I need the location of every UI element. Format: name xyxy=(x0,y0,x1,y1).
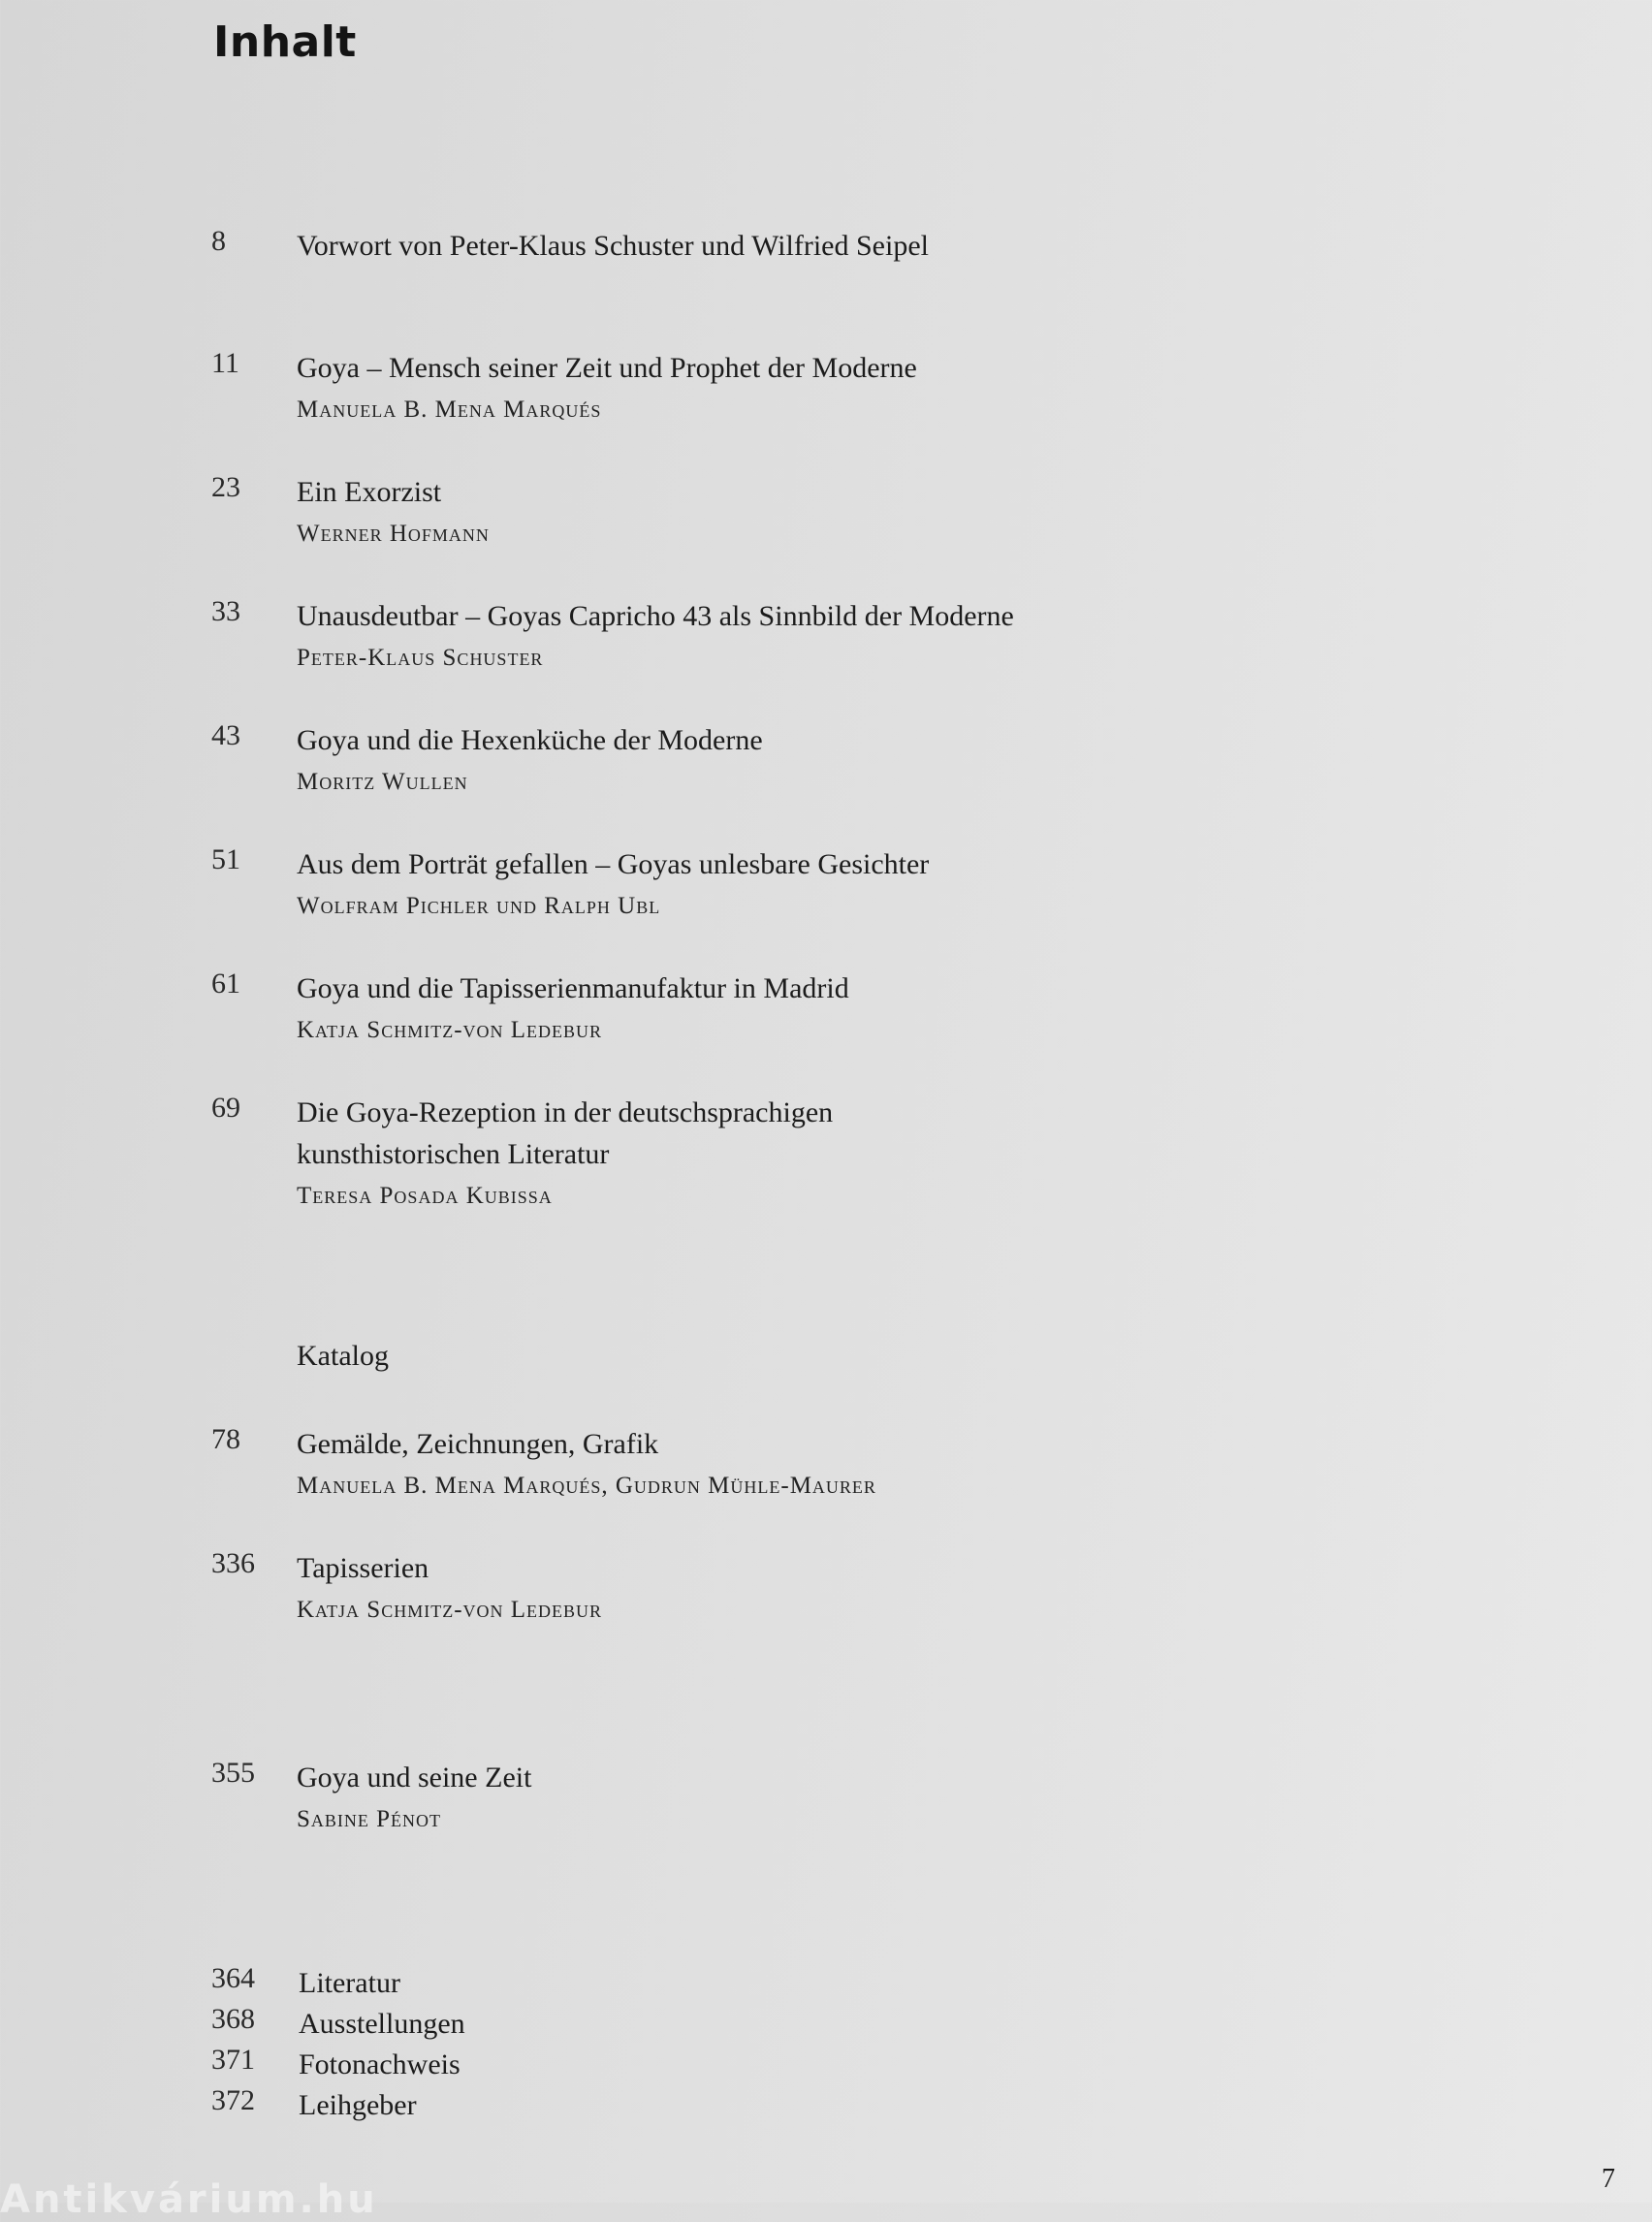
toc-entry-body xyxy=(297,1547,1460,1631)
toc-entry-title: Goya – Mensch seiner Zeit und Prophet der Moderne xyxy=(297,352,917,384)
toc-page-number: 33 xyxy=(211,595,240,627)
toc-entry-author: Manuela B. Mena Marqués xyxy=(297,397,602,423)
toc-entry-body xyxy=(299,2003,1462,2045)
toc-entry-title: Aus dem Porträt gefallen – Goyas unlesbare Gesichter xyxy=(297,848,930,880)
toc-page-number: 8 xyxy=(211,225,226,257)
toc-page-number: 355 xyxy=(211,1757,255,1789)
toc-page-number: 61 xyxy=(211,968,240,1000)
toc-entry-body xyxy=(297,1423,1460,1507)
toc-entry-author: Moritz Wullen xyxy=(297,769,468,795)
toc-entry-title: Die Goya-Rezeption in der deutschsprachigen kunsthistorischen Literatur xyxy=(297,1096,834,1170)
toc-entry-title: Literatur xyxy=(299,1967,400,1999)
toc-entry-title: Fotonachweis xyxy=(299,2048,461,2080)
toc-entry-title: Unausdeutbar – Goyas Capricho 43 als Sinnbild der Moderne xyxy=(297,600,1014,632)
toc-entry-body xyxy=(297,471,1460,555)
toc-entry-body xyxy=(297,968,1460,1051)
toc-entry-body xyxy=(299,2044,1462,2085)
toc-entry-body xyxy=(297,1757,1460,1840)
toc-entry-author: Manuela B. Mena Marqués, Gudrun Mühle-Maurer xyxy=(297,1473,876,1499)
toc-page-number: 23 xyxy=(211,471,240,503)
toc-page-number: 372 xyxy=(211,2084,255,2116)
toc-entry-author: Werner Hofmann xyxy=(297,521,490,547)
page-folio-number: 7 xyxy=(1602,2164,1615,2194)
toc-entry-body xyxy=(299,2084,1462,2126)
toc-entry-body xyxy=(297,719,1460,803)
toc-page-number: 336 xyxy=(211,1547,255,1579)
page-title: Inhalt xyxy=(213,17,357,67)
toc-page-number: 51 xyxy=(211,843,240,875)
toc-entry-title: Goya und seine Zeit xyxy=(297,1762,532,1793)
watermark: Antikvárium.hu xyxy=(0,2177,378,2222)
toc-entry-title: Goya und die Hexenküche der Moderne xyxy=(297,724,763,756)
toc-entry-title: Goya und die Tapisserienmanufaktur in Madrid xyxy=(297,972,849,1004)
toc-entry-body xyxy=(297,843,1460,927)
katalog-section-label: Katalog xyxy=(297,1340,389,1372)
toc-page-number: 364 xyxy=(211,1962,255,1994)
toc-entry-title: Ein Exorzist xyxy=(297,476,442,508)
toc-entry-author: Katja Schmitz-von Ledebur xyxy=(297,1597,603,1623)
toc-page-number: 368 xyxy=(211,2003,255,2035)
toc-page-number: 371 xyxy=(211,2044,255,2076)
toc-page-number: 78 xyxy=(211,1423,240,1455)
toc-entry-author: Wolfram Pichler und Ralph Ubl xyxy=(297,893,661,919)
toc-page-number: 43 xyxy=(211,719,240,751)
toc-entry-author: Teresa Posada Kubissa xyxy=(297,1183,553,1209)
toc-page-number: 69 xyxy=(211,1092,240,1124)
toc-entry-title: Leihgeber xyxy=(299,2089,417,2121)
toc-entry-author: Sabine Pénot xyxy=(297,1806,442,1832)
toc-entry-body xyxy=(299,1962,1462,2004)
toc-entry-title: Vorwort von Peter-Klaus Schuster und Wilfried Seipel xyxy=(297,230,929,262)
toc-entry-body xyxy=(297,1092,1460,1217)
toc-entry-body xyxy=(297,225,1460,267)
toc-entry-title: Ausstellungen xyxy=(299,2008,465,2040)
toc-entry-title: Tapisserien xyxy=(297,1552,429,1584)
toc-entry-body xyxy=(297,595,1460,679)
toc-entry-title: Gemälde, Zeichnungen, Grafik xyxy=(297,1428,659,1460)
toc-page-number: 11 xyxy=(211,347,239,379)
toc-entry-author: Katja Schmitz-von Ledebur xyxy=(297,1017,603,1043)
toc-entry-author: Peter-Klaus Schuster xyxy=(297,645,544,671)
toc-entry-body xyxy=(297,347,1460,430)
